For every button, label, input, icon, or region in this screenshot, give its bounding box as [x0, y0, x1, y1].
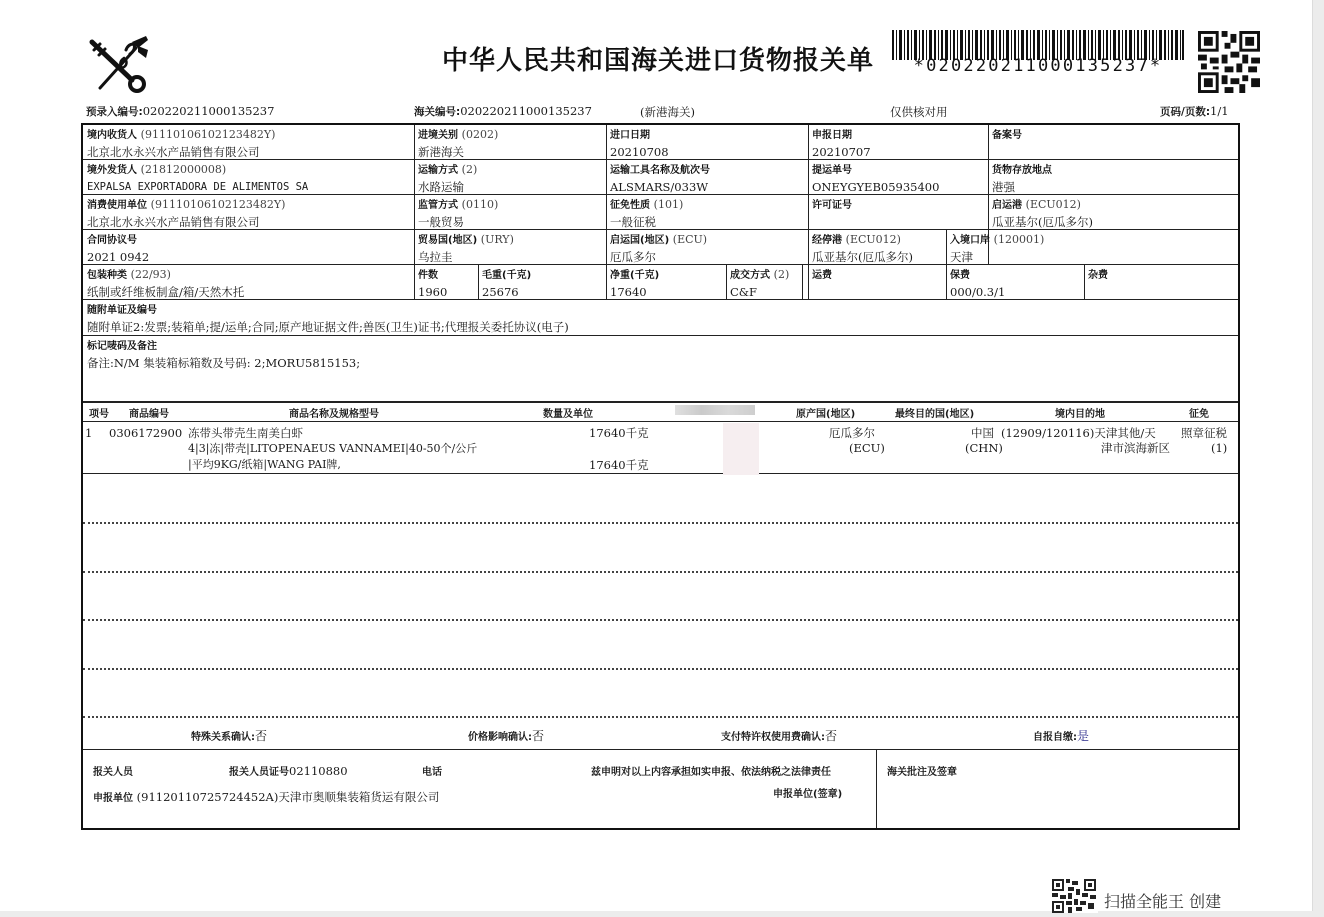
verification-note: 仅供核对用: [890, 105, 948, 119]
field-entry-customs: 进境关别 (0202) 新港海关: [418, 128, 499, 159]
confirm-divider: [83, 749, 1238, 750]
field-record-no: 备案号: [992, 130, 1022, 141]
col-header-domestic-dest: 境内目的地: [1055, 409, 1105, 420]
item-no: 1: [85, 426, 93, 440]
field-consumer: 消费使用单位 (91110106102123482Y) 北京北水永兴水产品销售有限公司: [87, 198, 286, 229]
customs-approval: 海关批注及签章: [887, 767, 957, 778]
item-row-divider: [83, 473, 1238, 474]
item-row-divider: [83, 716, 1238, 718]
field-transit-port: 经停港 (ECU012) 瓜亚基尔(厄瓜多尔): [812, 233, 913, 264]
viewer-scrollbar-track[interactable]: [1312, 0, 1324, 917]
declaration-form: [81, 123, 1240, 830]
field-deal-mode: 成交方式 (2) C&F: [730, 268, 790, 299]
field-license-no: 许可证号: [812, 200, 852, 211]
declaration-statement: 兹申明对以上内容承担如实申报、依法纳税之法律责任: [591, 767, 831, 778]
field-levy-nature: 征免性质 (101) 一般征税: [610, 198, 684, 229]
confirm-royalty: 支付特许权使用费确认:否: [721, 729, 838, 743]
col-header-levy: 征免: [1189, 409, 1209, 420]
field-consignee: 境内收货人 (91110106102123482Y) 北京北水永兴水产品销售有限公司: [87, 128, 276, 159]
declare-unit: 申报单位 (91120110725724452A)天津市奥顺集装箱货运有限公司: [93, 790, 440, 804]
col-header-final-dest: 最终目的国(地区): [895, 409, 975, 420]
page-value: 1/1: [1210, 104, 1229, 118]
item-spec-line1: 4|3|冻|带壳|LITOPENAEUS VANNAMEI|40-50个/公斤: [188, 442, 478, 455]
col-header-qty-unit: 数量及单位: [543, 409, 593, 420]
field-misc-fee: 杂费: [1088, 270, 1108, 281]
page-indicator: [1160, 104, 1229, 119]
col-header-item-no: 项号: [89, 409, 109, 420]
item-spec-line2: |平均9KG/纸箱|WANG PAI牌,: [188, 458, 341, 471]
confirm-self-report: 自报自缴:是: [1033, 729, 1090, 743]
barcode-number: *020220211000135237*: [913, 56, 1163, 76]
scanner-watermark: [1052, 879, 1221, 913]
field-gross-weight: 毛重(千克) 25676: [482, 270, 532, 299]
redacted-header: [675, 405, 755, 415]
item-domestic-dest-2: 津市滨海新区: [1101, 441, 1170, 455]
col-header-name-spec: 商品名称及规格型号: [289, 409, 379, 420]
customs-number: [414, 104, 592, 119]
field-shipper: 境外发货人 (21812000008) EXPALSA EXPORTADORA DE ALIMENTOS SA: [87, 163, 309, 193]
item-origin-name: 厄瓜多尔: [829, 426, 875, 440]
declarant-label: 报关人员: [93, 767, 133, 778]
customs-number-value: 020220211000135237: [460, 104, 592, 118]
field-origin-country: 启运国(地区) (ECU) 厄瓜多尔: [610, 233, 708, 264]
item-row-divider: [83, 522, 1238, 524]
confirm-price-influence: 价格影响确认:否: [468, 729, 545, 743]
field-declare-date: 申报日期 20210707: [812, 130, 871, 159]
pre-entry-value: 020220211000135237: [142, 104, 275, 118]
item-hs-code: 0306172900: [109, 426, 183, 440]
field-package-type: 包装种类 (22/93) 纸制或纤维板制盒/箱/天然木托: [87, 268, 245, 299]
field-freight: 运费: [812, 270, 832, 281]
field-bill-no: 提运单号 ONEYGYEB05935400: [812, 165, 940, 194]
customs-office: (新港海关): [640, 105, 695, 119]
customs-emblem-icon: [86, 34, 152, 96]
field-storage-place: 货物存放地点 港强: [992, 165, 1052, 194]
field-import-date: 进口日期 20210708: [610, 130, 669, 159]
item-dest-name: 中国: [971, 426, 994, 440]
field-insurance: 保费 000/0.3/1: [950, 270, 1006, 299]
field-vessel: 运输工具名称及航次号 ALSMARS/033W: [610, 165, 710, 194]
col-divider: [802, 264, 803, 299]
page-label: 页码/页数:: [1160, 106, 1211, 118]
watermark-qr-icon: [1052, 879, 1098, 913]
items-header-divider: [83, 421, 1238, 422]
items-top-border: [83, 401, 1238, 403]
qr-code-icon: [1198, 31, 1260, 93]
item-row-divider: [83, 619, 1238, 621]
item-dest-code: (CHN): [965, 441, 1003, 455]
item-levy-1: 照章征税: [1181, 426, 1227, 440]
field-marks-remarks: 标记唛码及备注 备注:N/M 集装箱标箱数及号码: 2;MORU5815153;: [87, 341, 361, 370]
pre-entry-label: 预录入编号:: [86, 106, 143, 118]
field-entry-port: 入境口岸 (120001) 天津: [950, 233, 1045, 264]
field-departure-port: 启运港 (ECU012) 瓜亚基尔(厄瓜多尔): [992, 198, 1093, 229]
item-qty-2: 17640千克: [589, 458, 649, 472]
field-net-weight: 净重(千克) 17640: [610, 270, 660, 299]
declarant-cert: 报关人员证号02110880: [229, 764, 348, 778]
confirm-special-relation: 特殊关系确认:否: [191, 729, 268, 743]
field-attached-docs: 随附单证及编号 随附单证2:发票;装箱单;提/运单;合同;原产地证据文件;兽医(卫生)证书;代理报关委托协议(电子): [87, 305, 569, 334]
redacted-cell: [723, 423, 759, 475]
field-supervision: 监管方式 (0110) 一般贸易: [418, 198, 499, 229]
field-contract-no: 合同协议号 2021 0942: [87, 235, 150, 264]
field-pieces: 件数 1960: [418, 270, 448, 299]
document-title: 中华人民共和国海关进口货物报关单: [442, 46, 875, 76]
col-header-origin: 原产国(地区): [796, 409, 856, 420]
phone-label: 电话: [422, 767, 442, 778]
item-levy-2: (1): [1211, 441, 1228, 455]
pre-entry-number: [86, 104, 274, 119]
item-row-divider: [83, 571, 1238, 573]
item-domestic-dest-1: (12909/120116)天津其他/天: [1001, 426, 1156, 440]
item-origin-code: (ECU): [849, 441, 885, 455]
col-divider: [876, 749, 877, 828]
declare-unit-seal: 申报单位(签章): [773, 789, 843, 800]
field-transport-mode: 运输方式 (2) 水路运输: [418, 163, 478, 194]
item-qty-1: 17640千克: [589, 426, 649, 440]
col-header-hs-code: 商品编号: [129, 409, 169, 420]
customs-number-label: 海关编号:: [414, 106, 461, 118]
field-trade-country: 贸易国(地区) (URY) 乌拉圭: [418, 233, 514, 264]
item-row-divider: [83, 668, 1238, 670]
watermark-text: 扫描全能王 创建: [1104, 891, 1222, 911]
item-name: 冻带头带壳生南美白虾: [188, 426, 303, 440]
